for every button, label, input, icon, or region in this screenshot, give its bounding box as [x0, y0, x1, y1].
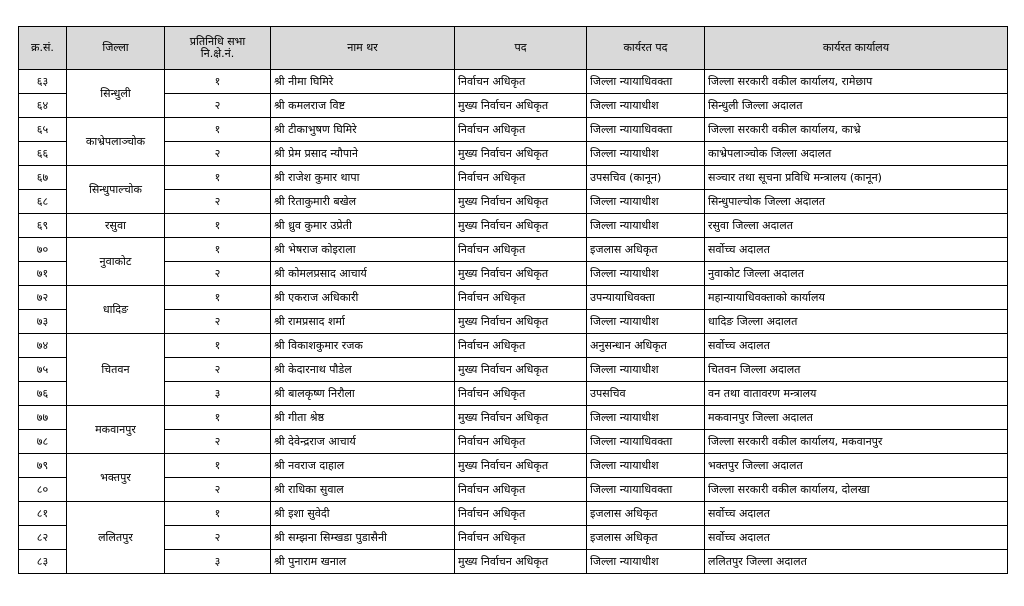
- cell-serial: ७६: [19, 382, 67, 406]
- cell-name: श्री कोमलप्रसाद आचार्य: [271, 262, 455, 286]
- cell-district: धादिङ: [67, 286, 165, 334]
- cell-post: निर्वाचन अधिकृत: [455, 478, 587, 502]
- cell-working-office: जिल्ला सरकारी वकील कार्यालय, दोलखा: [705, 478, 1008, 502]
- cell-serial: ६४: [19, 94, 67, 118]
- cell-working-post: उपन्यायाधिवक्ता: [587, 286, 705, 310]
- cell-serial: ७१: [19, 262, 67, 286]
- cell-name: श्री एकराज अधिकारी: [271, 286, 455, 310]
- table-row: [19, 262, 1008, 286]
- cell-district: मकवानपुर: [67, 406, 165, 454]
- table-row: [19, 550, 1008, 574]
- cell-working-post: इजलास अधिकृत: [587, 238, 705, 262]
- cell-working-post: जिल्ला न्यायाधीश: [587, 358, 705, 382]
- header-working-post: कार्यरत पद: [587, 27, 705, 70]
- cell-constituency: ३: [165, 550, 271, 574]
- cell-constituency: १: [165, 70, 271, 94]
- table-row: [19, 358, 1008, 382]
- table-row: [19, 286, 1008, 310]
- cell-working-post: जिल्ला न्यायाधिवक्ता: [587, 430, 705, 454]
- officers-table: [18, 26, 1008, 574]
- cell-constituency: १: [165, 502, 271, 526]
- header-post: पद: [455, 27, 587, 70]
- cell-working-post: इजलास अधिकृत: [587, 502, 705, 526]
- cell-serial: ७०: [19, 238, 67, 262]
- table-row: [19, 430, 1008, 454]
- cell-serial: ८०: [19, 478, 67, 502]
- cell-working-office: नुवाकोट जिल्ला अदालत: [705, 262, 1008, 286]
- cell-serial: ७७: [19, 406, 67, 430]
- cell-district: ललितपुर: [67, 502, 165, 574]
- cell-working-office: महान्यायाधिवक्ताको कार्यालय: [705, 286, 1008, 310]
- cell-constituency: १: [165, 166, 271, 190]
- cell-constituency: २: [165, 526, 271, 550]
- cell-working-office: भक्तपुर जिल्ला अदालत: [705, 454, 1008, 478]
- table-row: [19, 94, 1008, 118]
- cell-post: मुख्य निर्वाचन अधिकृत: [455, 550, 587, 574]
- cell-working-office: मकवानपुर जिल्ला अदालत: [705, 406, 1008, 430]
- cell-district: रसुवा: [67, 214, 165, 238]
- cell-name: श्री रिताकुमारी बखेल: [271, 190, 455, 214]
- header-constituency-line2: नि.क्षे.नं.: [200, 47, 235, 60]
- table-row: [19, 310, 1008, 334]
- cell-post: निर्वाचन अधिकृत: [455, 70, 587, 94]
- cell-name: श्री गीता श्रेष्ठ: [271, 406, 455, 430]
- cell-name: श्री देवेन्द्रराज आचार्य: [271, 430, 455, 454]
- cell-working-office: चितवन जिल्ला अदालत: [705, 358, 1008, 382]
- cell-working-post: जिल्ला न्यायाधीश: [587, 142, 705, 166]
- cell-constituency: २: [165, 310, 271, 334]
- cell-working-office: सर्वोच्च अदालत: [705, 238, 1008, 262]
- cell-post: निर्वाचन अधिकृत: [455, 286, 587, 310]
- cell-constituency: २: [165, 430, 271, 454]
- cell-working-post: जिल्ला न्यायाधीश: [587, 454, 705, 478]
- table-row: [19, 406, 1008, 430]
- cell-district: चितवन: [67, 334, 165, 406]
- header-district: जिल्ला: [67, 27, 165, 70]
- cell-serial: ६९: [19, 214, 67, 238]
- header-name: नाम थर: [271, 27, 455, 70]
- cell-district: काभ्रेपलाञ्चोक: [67, 118, 165, 166]
- table-row: [19, 238, 1008, 262]
- cell-name: श्री राजेश कुमार थापा: [271, 166, 455, 190]
- cell-working-office: ललितपुर जिल्ला अदालत: [705, 550, 1008, 574]
- cell-name: श्री बालकृष्ण निरौला: [271, 382, 455, 406]
- table-row: [19, 334, 1008, 358]
- cell-constituency: १: [165, 118, 271, 142]
- table-header: [19, 27, 1008, 70]
- cell-working-post: अनुसन्धान अधिकृत: [587, 334, 705, 358]
- cell-working-office: धादिङ जिल्ला अदालत: [705, 310, 1008, 334]
- cell-serial: ६३: [19, 70, 67, 94]
- table-row: [19, 190, 1008, 214]
- cell-working-office: सञ्चार तथा सूचना प्रविधि मन्त्रालय (कानून): [705, 166, 1008, 190]
- cell-name: श्री नवराज दाहाल: [271, 454, 455, 478]
- cell-name: श्री भेषराज कोइराला: [271, 238, 455, 262]
- cell-name: श्री ध्रुव कुमार उप्रेती: [271, 214, 455, 238]
- cell-constituency: २: [165, 262, 271, 286]
- cell-constituency: २: [165, 142, 271, 166]
- cell-working-post: जिल्ला न्यायाधीश: [587, 406, 705, 430]
- cell-post: मुख्य निर्वाचन अधिकृत: [455, 142, 587, 166]
- cell-working-post: उपसचिव (कानून): [587, 166, 705, 190]
- cell-working-post: जिल्ला न्यायाधिवक्ता: [587, 70, 705, 94]
- cell-working-office: सिन्धुली जिल्ला अदालत: [705, 94, 1008, 118]
- cell-post: निर्वाचन अधिकृत: [455, 118, 587, 142]
- cell-post: मुख्य निर्वाचन अधिकृत: [455, 310, 587, 334]
- cell-name: श्री कमलराज विष्ट: [271, 94, 455, 118]
- cell-district: नुवाकोट: [67, 238, 165, 286]
- cell-serial: ६८: [19, 190, 67, 214]
- cell-working-post: जिल्ला न्यायाधीश: [587, 550, 705, 574]
- cell-post: मुख्य निर्वाचन अधिकृत: [455, 454, 587, 478]
- cell-working-office: सर्वोच्च अदालत: [705, 526, 1008, 550]
- cell-working-office: सर्वोच्च अदालत: [705, 334, 1008, 358]
- header-row: [19, 27, 1008, 70]
- cell-district: सिन्धुली: [67, 70, 165, 118]
- cell-constituency: २: [165, 190, 271, 214]
- cell-working-post: इजलास अधिकृत: [587, 526, 705, 550]
- cell-working-post: उपसचिव: [587, 382, 705, 406]
- cell-working-post: जिल्ला न्यायाधिवक्ता: [587, 478, 705, 502]
- cell-serial: ६६: [19, 142, 67, 166]
- table-row: [19, 478, 1008, 502]
- cell-working-post: जिल्ला न्यायाधीश: [587, 190, 705, 214]
- cell-name: श्री सम्झना सिम्खडा पुडासैनी: [271, 526, 455, 550]
- cell-post: मुख्य निर्वाचन अधिकृत: [455, 262, 587, 286]
- cell-working-post: जिल्ला न्यायाधीश: [587, 94, 705, 118]
- cell-name: श्री पुनाराम खनाल: [271, 550, 455, 574]
- cell-serial: ८२: [19, 526, 67, 550]
- cell-working-post: जिल्ला न्यायाधीश: [587, 214, 705, 238]
- cell-working-office: सर्वोच्च अदालत: [705, 502, 1008, 526]
- cell-serial: ७८: [19, 430, 67, 454]
- cell-post: निर्वाचन अधिकृत: [455, 526, 587, 550]
- cell-serial: ७९: [19, 454, 67, 478]
- cell-working-office: रसुवा जिल्ला अदालत: [705, 214, 1008, 238]
- cell-serial: ६७: [19, 166, 67, 190]
- cell-working-post: जिल्ला न्यायाधीश: [587, 262, 705, 286]
- cell-name: श्री केदारनाथ पौडेल: [271, 358, 455, 382]
- cell-district: सिन्धुपाल्चोक: [67, 166, 165, 214]
- cell-serial: ७२: [19, 286, 67, 310]
- cell-post: मुख्य निर्वाचन अधिकृत: [455, 214, 587, 238]
- cell-name: श्री इशा सुवेदी: [271, 502, 455, 526]
- cell-post: निर्वाचन अधिकृत: [455, 334, 587, 358]
- cell-constituency: १: [165, 406, 271, 430]
- table-row: [19, 142, 1008, 166]
- cell-working-post: जिल्ला न्यायाधिवक्ता: [587, 118, 705, 142]
- cell-post: निर्वाचन अधिकृत: [455, 238, 587, 262]
- cell-working-post: जिल्ला न्यायाधीश: [587, 310, 705, 334]
- cell-name: श्री विकाशकुमार रजक: [271, 334, 455, 358]
- cell-constituency: ३: [165, 382, 271, 406]
- cell-constituency: १: [165, 334, 271, 358]
- cell-working-office: जिल्ला सरकारी वकील कार्यालय, काभ्रे: [705, 118, 1008, 142]
- cell-serial: ८१: [19, 502, 67, 526]
- cell-serial: ८३: [19, 550, 67, 574]
- cell-post: मुख्य निर्वाचन अधिकृत: [455, 94, 587, 118]
- cell-post: मुख्य निर्वाचन अधिकृत: [455, 406, 587, 430]
- cell-serial: ६५: [19, 118, 67, 142]
- cell-name: श्री राधिका सुवाल: [271, 478, 455, 502]
- cell-working-office: सिन्धुपाल्चोक जिल्ला अदालत: [705, 190, 1008, 214]
- header-constituency-line1: प्रतिनिधि सभा: [189, 35, 246, 48]
- cell-serial: ७४: [19, 334, 67, 358]
- cell-working-office: काभ्रेपलाञ्चोक जिल्ला अदालत: [705, 142, 1008, 166]
- header-serial: क्र.सं.: [19, 27, 67, 70]
- cell-serial: ७३: [19, 310, 67, 334]
- cell-name: श्री टीकाभुषण घिमिरे: [271, 118, 455, 142]
- cell-name: श्री प्रेम प्रसाद न्यौपाने: [271, 142, 455, 166]
- header-constituency: [165, 27, 271, 70]
- cell-post: मुख्य निर्वाचन अधिकृत: [455, 190, 587, 214]
- cell-post: निर्वाचन अधिकृत: [455, 430, 587, 454]
- cell-post: निर्वाचन अधिकृत: [455, 382, 587, 406]
- cell-serial: ७५: [19, 358, 67, 382]
- table-row: [19, 214, 1008, 238]
- cell-post: निर्वाचन अधिकृत: [455, 502, 587, 526]
- table-row: [19, 526, 1008, 550]
- cell-working-office: वन तथा वातावरण मन्त्रालय: [705, 382, 1008, 406]
- cell-name: श्री नीमा घिमिरे: [271, 70, 455, 94]
- cell-constituency: १: [165, 238, 271, 262]
- cell-name: श्री रामप्रसाद शर्मा: [271, 310, 455, 334]
- cell-constituency: २: [165, 358, 271, 382]
- table-row: [19, 502, 1008, 526]
- cell-district: भक्तपुर: [67, 454, 165, 502]
- table-row: [19, 166, 1008, 190]
- cell-constituency: २: [165, 478, 271, 502]
- table-row: [19, 454, 1008, 478]
- cell-working-office: जिल्ला सरकारी वकील कार्यालय, मकवानपुर: [705, 430, 1008, 454]
- cell-constituency: १: [165, 214, 271, 238]
- cell-post: निर्वाचन अधिकृत: [455, 166, 587, 190]
- table-row: [19, 382, 1008, 406]
- table-row: [19, 70, 1008, 94]
- table-row: [19, 118, 1008, 142]
- header-working-office: कार्यरत कार्यालय: [705, 27, 1008, 70]
- cell-working-office: जिल्ला सरकारी वकील कार्यालय, रामेछाप: [705, 70, 1008, 94]
- cell-constituency: २: [165, 94, 271, 118]
- table-body: [19, 70, 1008, 574]
- cell-constituency: १: [165, 454, 271, 478]
- cell-constituency: १: [165, 286, 271, 310]
- cell-post: मुख्य निर्वाचन अधिकृत: [455, 358, 587, 382]
